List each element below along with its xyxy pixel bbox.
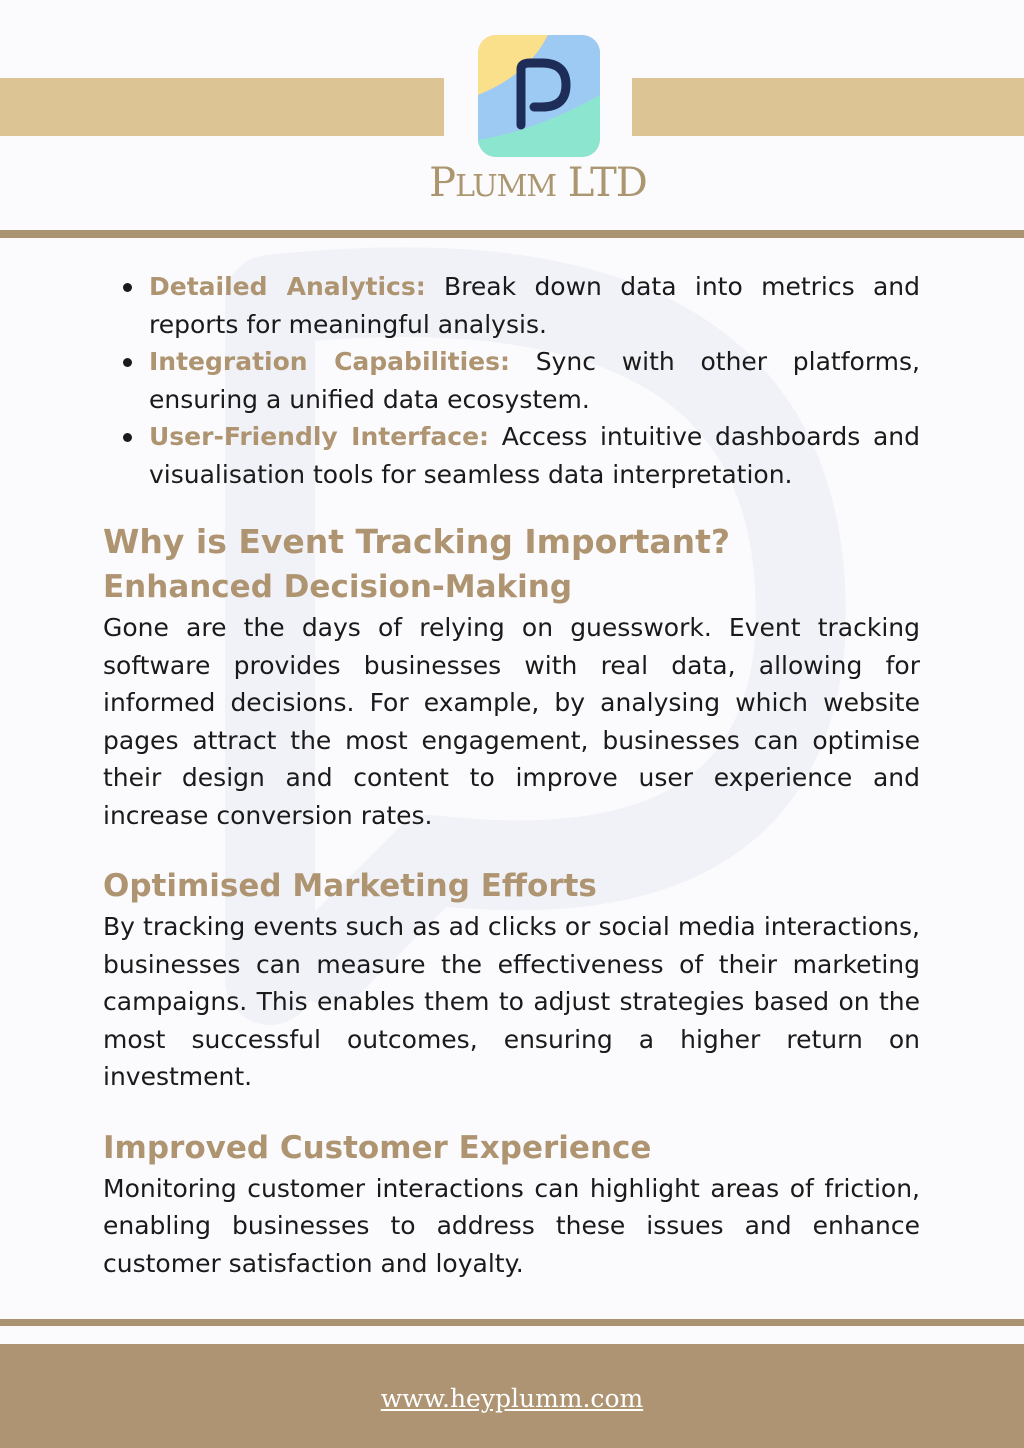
section-body: Monitoring customer interactions can highlight areas of friction, enabling businesses to address these issues and enhance customer satisfaction and loyalty. — [103, 1173, 920, 1278]
bullet-text: Break down data into metrics and reports for meaningful analysis. — [149, 272, 920, 339]
brand-suffix: LTD — [556, 160, 647, 206]
bullet-text: Sync with other platforms, ensuring a unified data ecosystem. — [149, 347, 920, 414]
main-heading: Why is Event Tracking Important? — [103, 522, 731, 561]
footer-website-link[interactable]: www.heyplumm.com — [380, 1384, 644, 1413]
section-heading: Enhanced Decision-Making — [103, 569, 573, 605]
brand-rest: LUMM — [455, 169, 557, 204]
feature-list — [103, 268, 920, 493]
plumm-p-logo-icon — [478, 35, 600, 157]
list-item — [103, 343, 920, 418]
main-content — [103, 268, 920, 1282]
list-item — [103, 268, 920, 343]
bullet-label: Integration Capabilities: — [149, 347, 511, 376]
section-body: Gone are the days of relying on guesswork. Event tracking software provides businesses with real data, allowing for informed decisions. For example, by analysing which website pages attract the most engagement, businesses can optimise their design and content to improve user experience and increase conversion rates. — [103, 613, 920, 830]
header-band-right — [632, 78, 1024, 136]
brand-initial: P — [429, 160, 456, 206]
section-body: By tracking events such as ad clicks or social media interactions, businesses can measure the effectiveness of their marketing campaigns. This enables them to adjust strategies based on the most successful outcomes, ensuring a higher return on investment. — [103, 912, 920, 1091]
header-rule — [0, 230, 1024, 238]
section-heading: Optimised Marketing Efforts — [103, 868, 597, 904]
footer — [0, 1344, 1024, 1448]
bullet-text: Access intuitive dashboards and visualisation tools for seamless data interpretation. — [149, 422, 920, 489]
bullet-label: Detailed Analytics: — [149, 272, 426, 301]
section-heading: Improved Customer Experience — [103, 1129, 652, 1166]
header-band-left — [0, 78, 444, 136]
list-item — [103, 418, 920, 493]
footer-rule — [0, 1319, 1024, 1326]
brand-name — [380, 160, 696, 206]
bullet-label: User-Friendly Interface: — [149, 422, 490, 451]
